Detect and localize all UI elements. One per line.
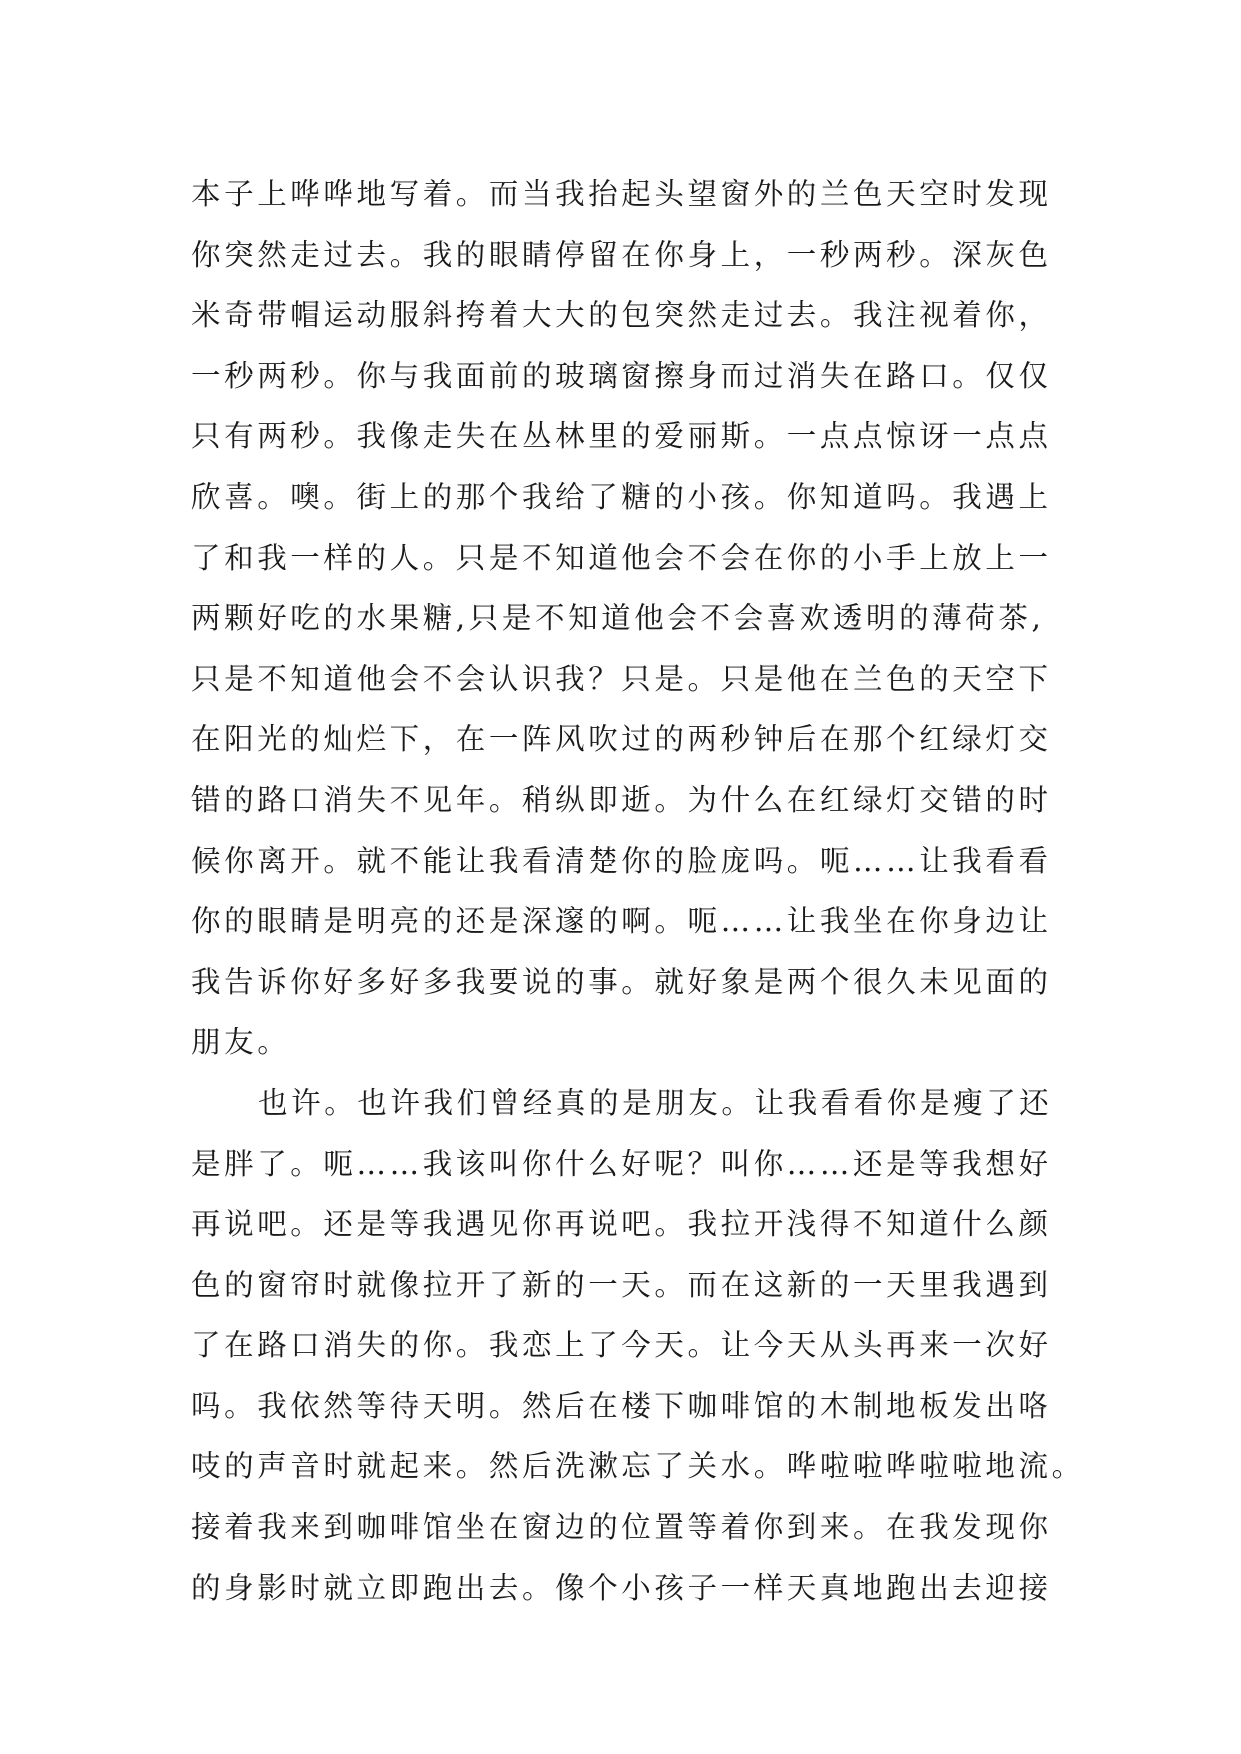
text-line: 本子上哗哗地写着。而当我抬起头望窗外的兰色天空时发现 [191,177,1052,211]
text-line: 朋友。 [191,1025,291,1060]
text-line: 是胖了。呃……我该叫你什么好呢？叫你……还是等我想好 [191,1146,1052,1181]
text-line: 两颗好吃的水果糖,只是不知道他会不会喜欢透明的薄荷茶, [191,601,1045,636]
paragraph-1 [191,164,1051,1073]
text-line: 色的窗帘时就像拉开了新的一天。而在这新的一天里我遇到 [191,1267,1052,1302]
text-line: 米奇带帽运动服斜挎着大大的包突然走过去。我注视着你， [191,298,1052,333]
text-line: 再说吧。还是等我遇见你再说吧。我拉开浅得不知道什么颜 [191,1207,1052,1242]
paragraph-2 [191,1073,1085,1618]
text-line: 候你离开。就不能让我看清楚你的脸庞吗。呃……让我看看 [191,843,1052,878]
text-line: 只是不知道他会不会认识我？只是。只是他在兰色的天空下 [191,661,1052,696]
text-line: 你突然走过去。我的眼睛停留在你身上，一秒两秒。深灰色 [191,237,1052,272]
text-line: 我告诉你好多好多我要说的事。就好象是两个很久未见面的 [191,964,1052,999]
text-line: 接着我来到咖啡馆坐在窗边的位置等着你到来。在我发现你 [191,1510,1052,1545]
text-line: 的身影时就立即跑出去。像个小孩子一样天真地跑出去迎接 [191,1570,1052,1605]
body-text [191,164,1085,1618]
text-line: 只有两秒。我像走失在丛林里的爱丽斯。一点点惊讶一点点 [191,419,1052,454]
text-line: 在阳光的灿烂下，在一阵风吹过的两秒钟后在那个红绿灯交 [191,722,1052,757]
text-line: 错的路口消失不见年。稍纵即逝。为什么在红绿灯交错的时 [191,782,1052,817]
text-line: 吗。我依然等待天明。然后在楼下咖啡馆的木制地板发出咯 [191,1388,1052,1423]
text-line: 你的眼睛是明亮的还是深邃的啊。呃……让我坐在你身边让 [191,904,1052,939]
text-line: 也许。也许我们曾经真的是朋友。让我看看你是瘦了还 [258,1085,1053,1120]
text-line: 一秒两秒。你与我面前的玻璃窗擦身而过消失在路口。仅仅 [191,358,1052,393]
text-line: 了在路口消失的你。我恋上了今天。让今天从头再来一次好 [191,1328,1052,1363]
text-line: 吱的声音时就起来。然后洗漱忘了关水。哗啦啦哗啦啦地流。 [191,1449,1085,1484]
text-line: 了和我一样的人。只是不知道他会不会在你的小手上放上一 [191,540,1052,575]
text-line: 欣喜。噢。街上的那个我给了糖的小孩。你知道吗。我遇上 [191,479,1052,514]
